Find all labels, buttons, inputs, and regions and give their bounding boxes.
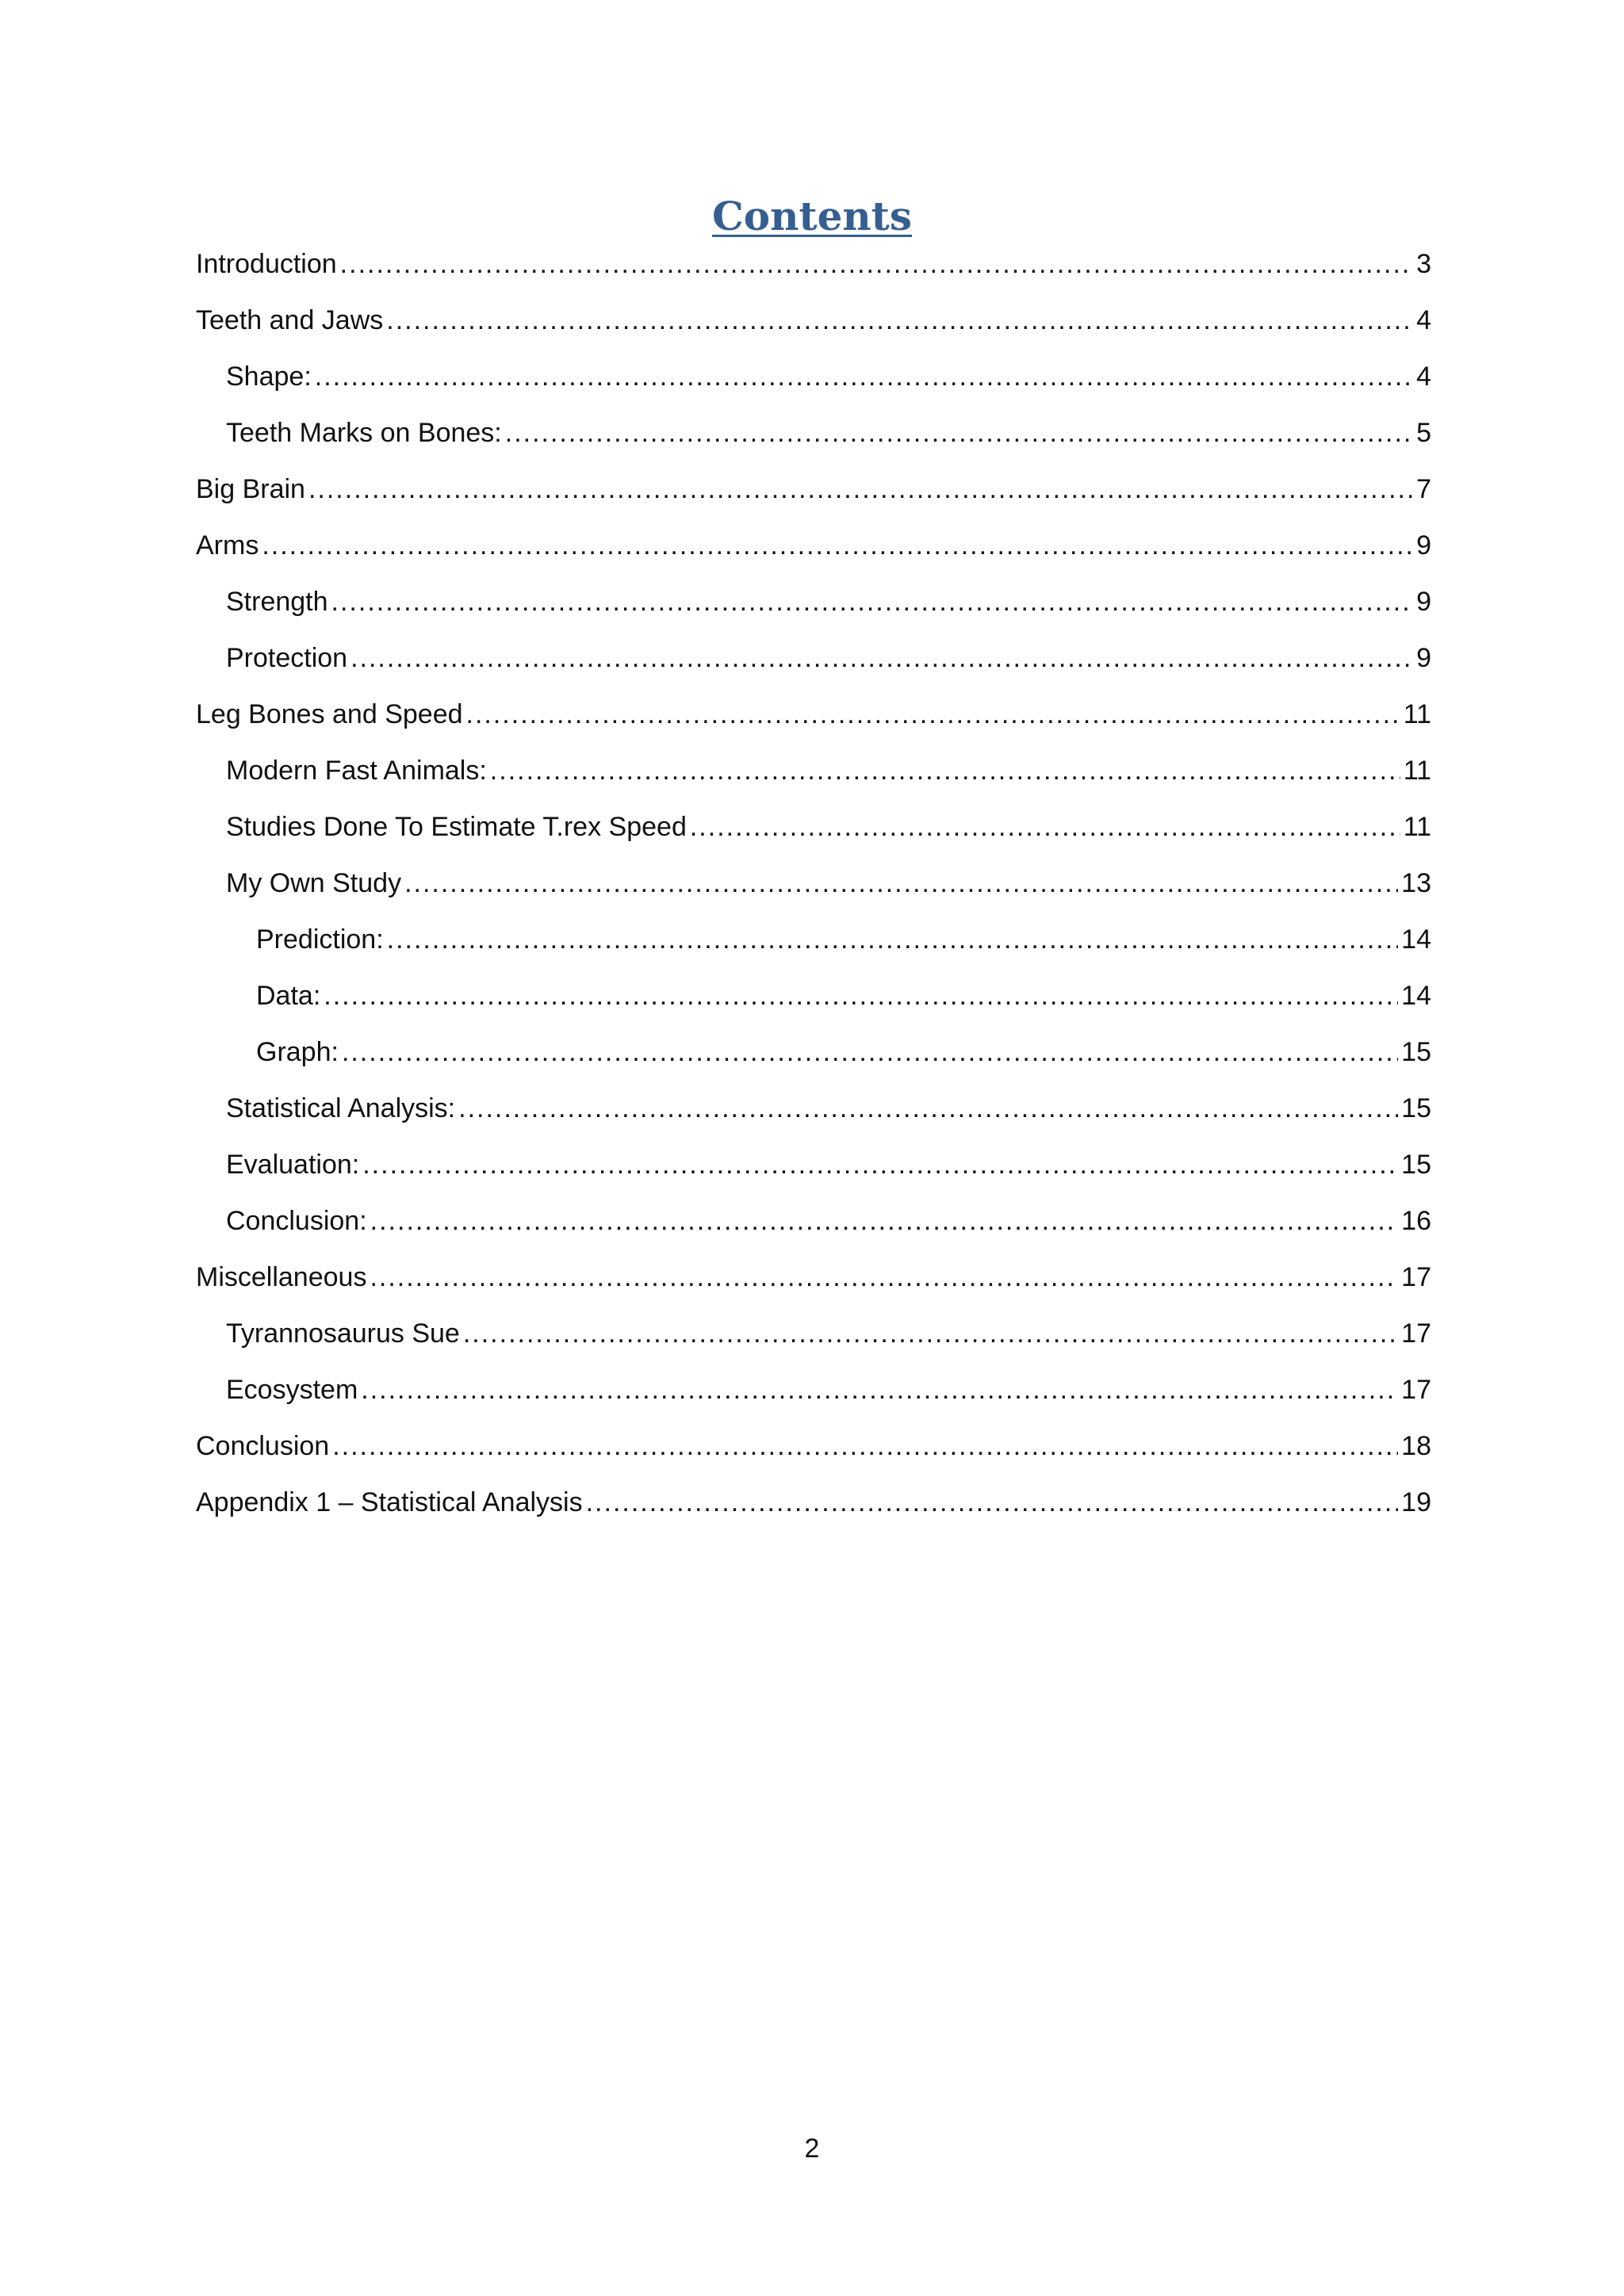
toc-dot-leader <box>690 805 1400 849</box>
toc-dot-leader <box>361 1368 1398 1412</box>
toc-entry-page: 13 <box>1401 868 1431 898</box>
toc-entry-page: 15 <box>1401 1093 1431 1123</box>
toc-dot-leader <box>370 1199 1399 1243</box>
toc-dot-leader <box>324 974 1398 1018</box>
toc-entry[interactable] <box>196 692 1431 748</box>
toc-entry-label: Prediction: <box>256 924 384 955</box>
toc-dot-leader <box>331 580 1414 624</box>
toc-entry-page: 9 <box>1416 587 1431 617</box>
toc-entry-label: Protection <box>226 643 348 673</box>
toc-entry[interactable] <box>196 1199 1431 1255</box>
toc-dot-leader <box>387 917 1399 962</box>
toc-dot-leader <box>350 636 1413 680</box>
toc-entry[interactable] <box>196 1480 1431 1536</box>
toc-entry[interactable] <box>196 467 1431 523</box>
toc-entry-label: Shape: <box>226 362 312 392</box>
page-number: 2 <box>804 2133 820 2164</box>
toc-entry[interactable] <box>196 917 1431 974</box>
toc-entry-page: 5 <box>1416 418 1431 448</box>
toc-entry-page: 19 <box>1401 1487 1431 1517</box>
toc-entry[interactable] <box>196 748 1431 805</box>
toc-dot-leader <box>362 1142 1398 1187</box>
toc-entry-page: 11 <box>1403 699 1431 729</box>
toc-entry[interactable] <box>196 1255 1431 1311</box>
toc-entry[interactable] <box>196 354 1431 411</box>
toc-entry-page: 11 <box>1403 812 1431 842</box>
toc-dot-leader <box>315 354 1413 399</box>
toc-entry-label: Data: <box>256 981 321 1011</box>
toc-entry-page: 3 <box>1416 249 1431 279</box>
toc-entry-label: Conclusion <box>196 1431 330 1461</box>
toc-entry[interactable] <box>196 1311 1431 1368</box>
toc-entry-label: Teeth and Jaws <box>196 305 384 335</box>
toc-entry-page: 14 <box>1401 924 1431 955</box>
toc-entry-label: Ecosystem <box>226 1375 358 1405</box>
toc-entry[interactable] <box>196 1424 1431 1480</box>
toc-entry-page: 17 <box>1401 1318 1431 1349</box>
toc-entry[interactable] <box>196 636 1431 692</box>
toc-entry-page: 14 <box>1401 981 1431 1011</box>
toc-entry-label: Tyrannosaurus Sue <box>226 1318 460 1349</box>
contents-heading: Contents <box>711 193 912 239</box>
toc-entry-label: Arms <box>196 530 259 561</box>
toc-dot-leader <box>342 1030 1398 1074</box>
toc-entry-page: 15 <box>1401 1037 1431 1067</box>
toc-entry-label: Strength <box>226 587 328 617</box>
toc-entry-page: 15 <box>1401 1150 1431 1180</box>
toc-dot-leader <box>386 298 1413 342</box>
toc-entry-page: 7 <box>1416 474 1431 504</box>
toc-entry-label: Evaluation: <box>226 1150 360 1180</box>
toc-entry-label: My Own Study <box>226 868 402 898</box>
toc-entry[interactable] <box>196 1368 1431 1424</box>
toc-dot-leader <box>332 1424 1398 1468</box>
toc-entry-label: Miscellaneous <box>196 1262 367 1292</box>
toc-entry-page: 9 <box>1416 643 1431 673</box>
toc-dot-leader <box>463 1311 1398 1356</box>
toc-entry-page: 17 <box>1401 1375 1431 1405</box>
toc-entry[interactable] <box>196 1086 1431 1142</box>
toc-entry[interactable] <box>196 523 1431 580</box>
toc-entry-label: Graph: <box>256 1037 339 1067</box>
toc-entry-label: Studies Done To Estimate T.rex Speed <box>226 812 687 842</box>
toc-entry-label: Statistical Analysis: <box>226 1093 456 1123</box>
toc-dot-leader <box>586 1480 1399 1525</box>
toc-entry-page: 4 <box>1416 305 1431 335</box>
toc-entry-label: Conclusion: <box>226 1206 367 1236</box>
toc-dot-leader <box>505 411 1413 455</box>
table-of-contents <box>196 242 1431 1536</box>
toc-dot-leader <box>404 861 1398 905</box>
toc-entry[interactable] <box>196 298 1431 354</box>
toc-entry[interactable] <box>196 242 1431 298</box>
toc-entry-page: 16 <box>1401 1206 1431 1236</box>
toc-dot-leader <box>458 1086 1398 1131</box>
toc-entry-page: 17 <box>1401 1262 1431 1292</box>
toc-dot-leader <box>490 748 1400 793</box>
toc-entry[interactable] <box>196 1142 1431 1199</box>
toc-dot-leader <box>370 1255 1398 1299</box>
toc-entry[interactable] <box>196 805 1431 861</box>
toc-entry-label: Big Brain <box>196 474 305 504</box>
toc-entry-page: 9 <box>1416 530 1431 561</box>
toc-entry-label: Leg Bones and Speed <box>196 699 463 729</box>
toc-entry[interactable] <box>196 861 1431 917</box>
toc-dot-leader <box>466 692 1400 737</box>
toc-entry-label: Modern Fast Animals: <box>226 756 487 786</box>
toc-entry-page: 18 <box>1401 1431 1431 1461</box>
toc-entry[interactable] <box>196 411 1431 467</box>
toc-entry-page: 11 <box>1403 756 1431 786</box>
toc-dot-leader <box>262 523 1413 568</box>
toc-dot-leader <box>308 467 1413 511</box>
toc-entry[interactable] <box>196 580 1431 636</box>
toc-entry-label: Teeth Marks on Bones: <box>226 418 502 448</box>
toc-entry[interactable] <box>196 1030 1431 1086</box>
toc-dot-leader <box>340 242 1413 286</box>
toc-entry[interactable] <box>196 974 1431 1030</box>
toc-entry-label: Introduction <box>196 249 337 279</box>
toc-entry-page: 4 <box>1416 362 1431 392</box>
toc-entry-label: Appendix 1 – Statistical Analysis <box>196 1487 583 1517</box>
